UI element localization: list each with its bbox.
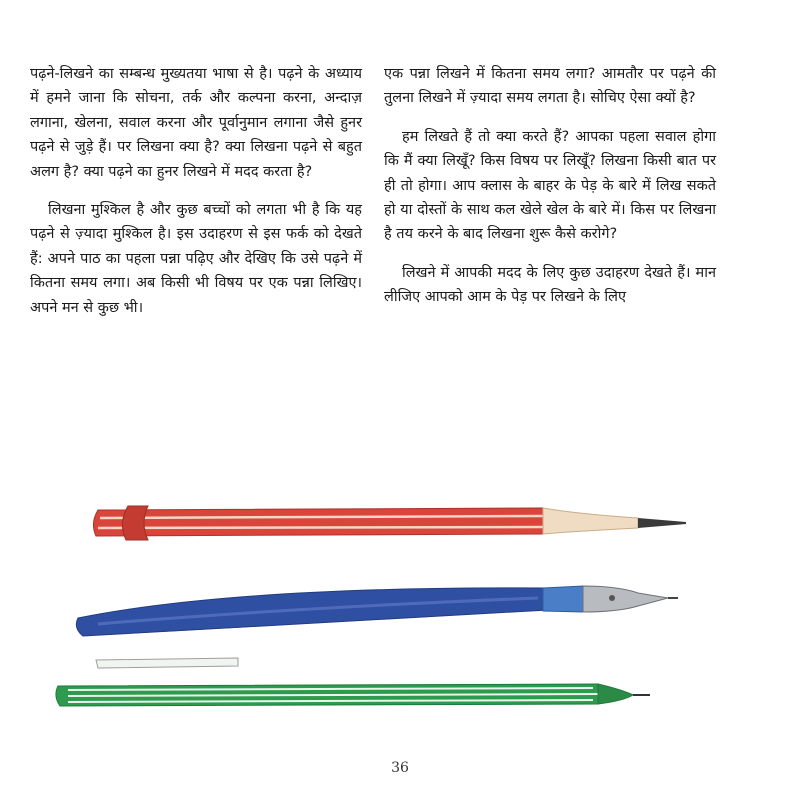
writing-tools-illustration <box>38 478 738 728</box>
paragraph: हम लिखते हैं तो क्या करते हैं? आपका पहला सवाल होगा कि मैं क्या लिखूँ? किस विषय पर लिखूँ? लिखना किसी बात पर ही तो होगा। आप क्लास के बाहर के पेड़ के बारे में लिख सकते हो या दोस्तों के साथ कल खेले खेल के बारे में। किस पर लिखना है तय करने के बाद लिखना शुरू कैसे करोगे? <box>384 128 716 243</box>
pencil-icon <box>93 506 686 540</box>
ballpoint-pen-icon <box>56 658 650 706</box>
left-text-column <box>30 62 362 334</box>
paragraph: लिखने में आपकी मदद के लिए कुछ उदाहरण देखते हैं। मान लीजिए आपको आम के पेड़ पर लिखने के लिए <box>384 264 716 306</box>
paragraph: पढ़ने-लिखने का सम्बन्ध मुख्यतया भाषा से है। पढ़ने के अध्याय में हमने जाना कि सोचना, तर्क और कल्पना करना, अन्दाज़ लगाना, खेलना, सवाल करना और पूर्वानुमान लगाना जैसे हुनर पढ़ने से जुड़े हैं। पर लिखना क्या है? क्या लिखना पढ़ने से बहुत अलग है? क्या पढ़ने का हुनर लिखने में मदद करता है? <box>30 66 362 180</box>
fountain-pen-icon <box>76 586 678 636</box>
paragraph: एक पन्ना लिखने में कितना समय लगा? आमतौर पर पढ़ने की तुलना लिखने में ज़्यादा समय लगता है। सोचिए ऐसा क्यों है? <box>384 66 716 107</box>
page-number: 36 <box>391 760 409 776</box>
paragraph: लिखना मुश्किल है और कुछ बच्चों को लगता भी है कि यह पढ़ने से ज़्यादा मुश्किल है। इस उदाहरण से इस फर्क को देखते हैं: अपने पाठ का पहला पन्ना पढ़िए और देखिए कि उसे पढ़ने में कितना समय लगा। अब किसी भी विषय पर एक पन्ना लिखिए। अपने मन से कुछ भी। <box>30 202 362 316</box>
right-text-column <box>384 62 716 324</box>
